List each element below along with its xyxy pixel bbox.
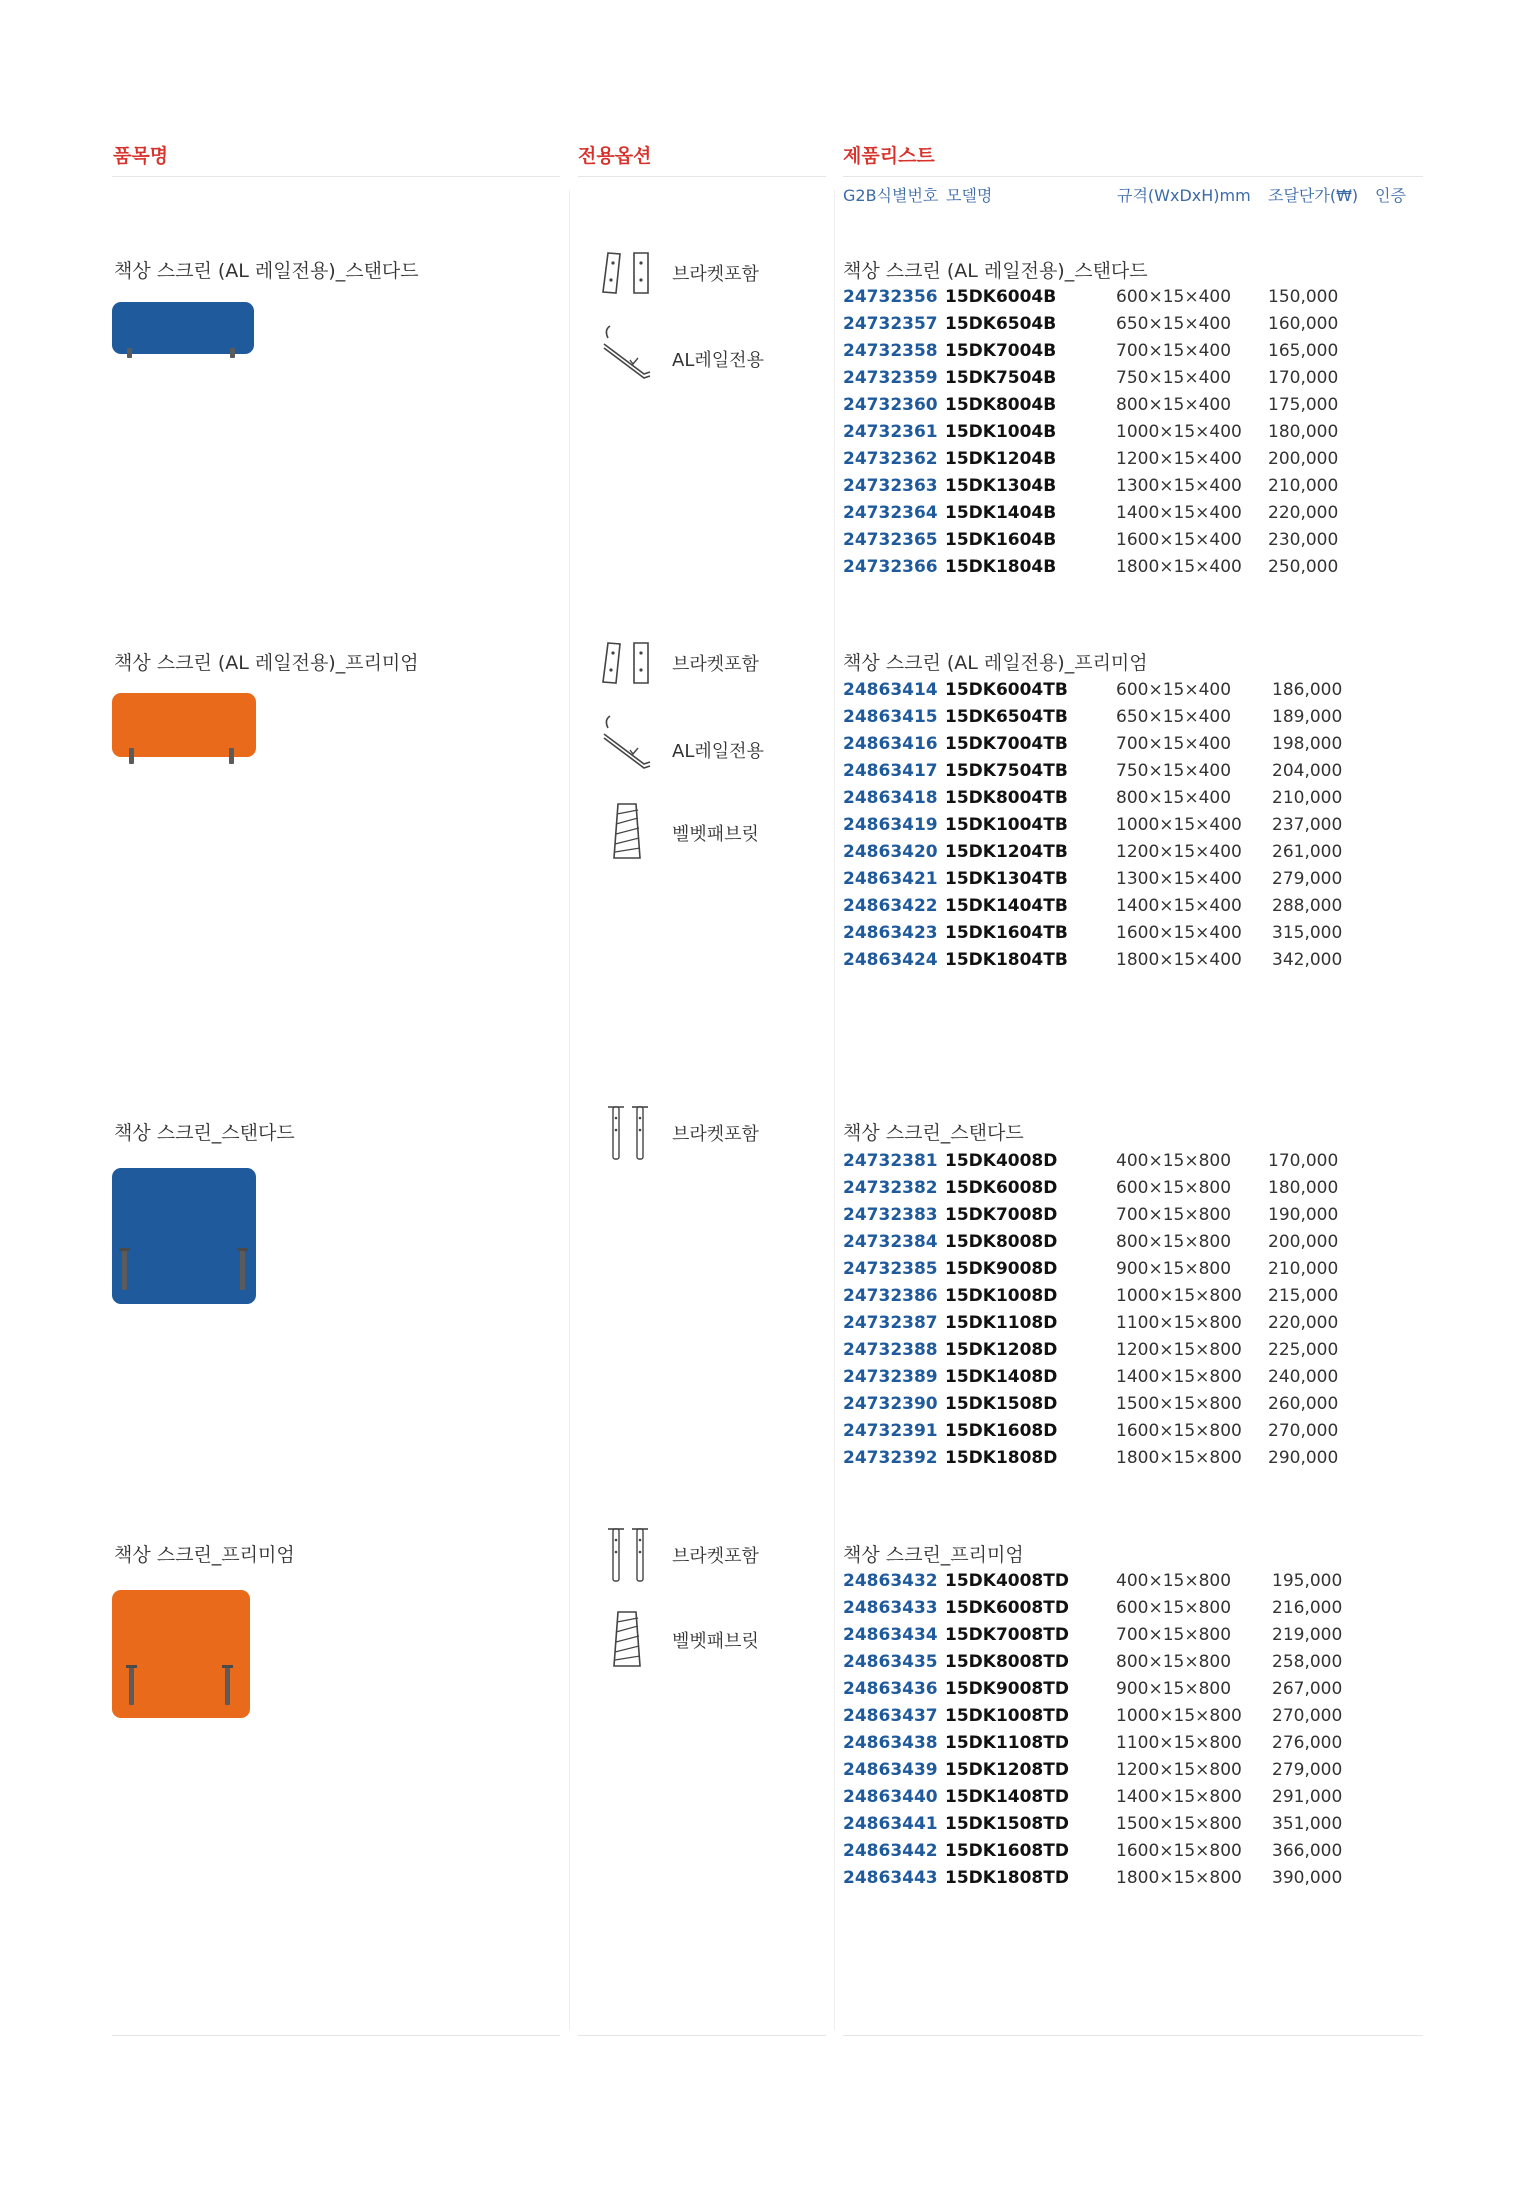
divider xyxy=(843,2035,1423,2036)
g2b-id-cell: 24863436 xyxy=(843,1679,938,1699)
price-cell: 279,000 xyxy=(1272,869,1343,889)
spec-cell: 1400×15×400 xyxy=(1116,503,1242,523)
g2b-id-cell: 24863440 xyxy=(843,1787,938,1807)
price-cell: 198,000 xyxy=(1272,734,1343,754)
model-cell: 15DK1304B xyxy=(945,476,1057,496)
g2b-id-cell: 24732385 xyxy=(843,1259,938,1279)
g2b-id-cell: 24732387 xyxy=(843,1313,938,1333)
model-cell: 15DK1808D xyxy=(945,1448,1058,1468)
price-cell: 219,000 xyxy=(1272,1625,1343,1645)
col-g2b-id: G2B식별번호 xyxy=(843,186,939,205)
spec-cell: 1100×15×800 xyxy=(1116,1733,1242,1753)
spec-cell: 1300×15×400 xyxy=(1116,476,1242,496)
price-cell: 215,000 xyxy=(1268,1286,1339,1306)
price-cell: 170,000 xyxy=(1268,1151,1339,1171)
model-cell: 15DK1404TB xyxy=(945,896,1068,916)
screen-leg xyxy=(230,348,235,358)
column-separator xyxy=(834,190,835,2030)
screen-leg xyxy=(240,1248,245,1290)
g2b-id-cell: 24732389 xyxy=(843,1367,938,1387)
price-cell: 210,000 xyxy=(1268,476,1339,496)
price-cell: 270,000 xyxy=(1272,1706,1343,1726)
g2b-id-cell: 24863420 xyxy=(843,842,938,862)
model-cell: 15DK7004B xyxy=(945,341,1057,361)
model-cell: 15DK7008D xyxy=(945,1205,1058,1225)
spec-cell: 800×15×800 xyxy=(1116,1652,1232,1672)
option-label: AL레일전용 xyxy=(672,350,764,371)
al-rail-icon xyxy=(600,714,654,774)
price-cell: 220,000 xyxy=(1268,503,1339,523)
model-cell: 15DK1408TD xyxy=(945,1787,1069,1807)
g2b-id-cell: 24863432 xyxy=(843,1571,938,1591)
screen-foot xyxy=(237,1248,248,1251)
price-cell: 270,000 xyxy=(1268,1421,1339,1441)
list-title: 책상 스크린_스탠다드 xyxy=(843,1122,1024,1144)
model-cell: 15DK1604B xyxy=(945,530,1057,550)
model-cell: 15DK6004TB xyxy=(945,680,1068,700)
model-cell: 15DK1208D xyxy=(945,1340,1058,1360)
price-cell: 195,000 xyxy=(1272,1571,1343,1591)
price-cell: 315,000 xyxy=(1272,923,1343,943)
price-cell: 200,000 xyxy=(1268,1232,1339,1252)
g2b-id-cell: 24732361 xyxy=(843,422,938,442)
spec-cell: 650×15×400 xyxy=(1116,707,1232,727)
model-cell: 15DK1808TD xyxy=(945,1868,1069,1888)
spec-cell: 1200×15×400 xyxy=(1116,842,1242,862)
screen-leg xyxy=(129,748,134,764)
model-cell: 15DK1108TD xyxy=(945,1733,1069,1753)
velvet-fabric-icon xyxy=(612,1610,642,1668)
spec-cell: 1800×15×400 xyxy=(1116,557,1242,577)
g2b-id-cell: 24732366 xyxy=(843,557,938,577)
g2b-id-cell: 24863419 xyxy=(843,815,938,835)
g2b-id-cell: 24732359 xyxy=(843,368,938,388)
spec-cell: 800×15×800 xyxy=(1116,1232,1232,1252)
model-cell: 15DK7504TB xyxy=(945,761,1068,781)
g2b-id-cell: 24732390 xyxy=(843,1394,938,1414)
model-cell: 15DK1008TD xyxy=(945,1706,1069,1726)
spec-cell: 900×15×800 xyxy=(1116,1259,1232,1279)
model-cell: 15DK1208TD xyxy=(945,1760,1069,1780)
spec-cell: 1500×15×800 xyxy=(1116,1814,1242,1834)
spec-cell: 1300×15×400 xyxy=(1116,869,1242,889)
price-cell: 186,000 xyxy=(1272,680,1343,700)
spec-cell: 800×15×400 xyxy=(1116,395,1232,415)
model-cell: 15DK6004B xyxy=(945,287,1057,307)
g2b-id-cell: 24863433 xyxy=(843,1598,938,1618)
model-cell: 15DK9008D xyxy=(945,1259,1058,1279)
spec-cell: 1100×15×800 xyxy=(1116,1313,1242,1333)
col-price: 조달단가(₩) xyxy=(1268,186,1359,205)
g2b-id-cell: 24863437 xyxy=(843,1706,938,1726)
model-cell: 15DK9008TD xyxy=(945,1679,1069,1699)
product-name: 책상 스크린 (AL 레일전용)_프리미엄 xyxy=(114,652,419,674)
spec-cell: 900×15×800 xyxy=(1116,1679,1232,1699)
model-cell: 15DK1004TB xyxy=(945,815,1068,835)
al-rail-icon xyxy=(600,324,654,384)
g2b-id-cell: 24863421 xyxy=(843,869,938,889)
screen-foot xyxy=(126,1665,137,1668)
spec-cell: 1200×15×400 xyxy=(1116,449,1242,469)
g2b-id-cell: 24863415 xyxy=(843,707,938,727)
g2b-id-cell: 24863443 xyxy=(843,1868,938,1888)
price-cell: 180,000 xyxy=(1268,422,1339,442)
spec-cell: 1800×15×800 xyxy=(1116,1448,1242,1468)
price-cell: 225,000 xyxy=(1268,1340,1339,1360)
spec-cell: 1600×15×400 xyxy=(1116,530,1242,550)
g2b-id-cell: 24863416 xyxy=(843,734,938,754)
option-label: 벨벳패브릿 xyxy=(672,824,759,845)
price-cell: 180,000 xyxy=(1268,1178,1339,1198)
option-label: 브라켓포함 xyxy=(672,1124,759,1145)
col-cert: 인증 xyxy=(1375,186,1406,205)
spec-cell: 700×15×400 xyxy=(1116,341,1232,361)
g2b-id-cell: 24863422 xyxy=(843,896,938,916)
price-cell: 216,000 xyxy=(1272,1598,1343,1618)
spec-cell: 600×15×400 xyxy=(1116,680,1232,700)
spec-cell: 750×15×400 xyxy=(1116,761,1232,781)
g2b-id-cell: 24863414 xyxy=(843,680,938,700)
model-cell: 15DK1508D xyxy=(945,1394,1058,1414)
price-cell: 200,000 xyxy=(1268,449,1339,469)
spec-cell: 1600×15×800 xyxy=(1116,1841,1242,1861)
price-cell: 260,000 xyxy=(1268,1394,1339,1414)
price-cell: 267,000 xyxy=(1272,1679,1343,1699)
price-cell: 390,000 xyxy=(1272,1868,1343,1888)
g2b-id-cell: 24863441 xyxy=(843,1814,938,1834)
price-cell: 276,000 xyxy=(1272,1733,1343,1753)
g2b-id-cell: 24863424 xyxy=(843,950,938,970)
price-cell: 279,000 xyxy=(1272,1760,1343,1780)
screen-foot xyxy=(119,1248,130,1251)
spec-cell: 400×15×800 xyxy=(1116,1571,1232,1591)
spec-cell: 600×15×800 xyxy=(1116,1178,1232,1198)
model-cell: 15DK1604TB xyxy=(945,923,1068,943)
product-name: 책상 스크린_스탠다드 xyxy=(114,1122,295,1144)
screen-leg xyxy=(225,1665,230,1705)
price-cell: 175,000 xyxy=(1268,395,1339,415)
g2b-id-cell: 24732381 xyxy=(843,1151,938,1171)
screen-leg xyxy=(129,1665,134,1705)
model-cell: 15DK7504B xyxy=(945,368,1057,388)
model-cell: 15DK1408D xyxy=(945,1367,1058,1387)
option-label: 브라켓포함 xyxy=(672,1546,759,1567)
g2b-id-cell: 24732392 xyxy=(843,1448,938,1468)
spec-cell: 1800×15×400 xyxy=(1116,950,1242,970)
spec-cell: 1400×15×400 xyxy=(1116,896,1242,916)
model-cell: 15DK1608TD xyxy=(945,1841,1069,1861)
divider xyxy=(112,176,560,177)
price-cell: 288,000 xyxy=(1272,896,1343,916)
bracket-leg-icon xyxy=(606,1104,650,1162)
screen-leg xyxy=(122,1248,127,1290)
price-cell: 160,000 xyxy=(1268,314,1339,334)
g2b-id-cell: 24863423 xyxy=(843,923,938,943)
spec-cell: 1200×15×800 xyxy=(1116,1340,1242,1360)
spec-cell: 1000×15×800 xyxy=(1116,1706,1242,1726)
g2b-id-cell: 24863418 xyxy=(843,788,938,808)
model-cell: 15DK4008TD xyxy=(945,1571,1069,1591)
price-cell: 210,000 xyxy=(1268,1259,1339,1279)
model-cell: 15DK6504B xyxy=(945,314,1057,334)
model-cell: 15DK7008TD xyxy=(945,1625,1069,1645)
g2b-id-cell: 24732382 xyxy=(843,1178,938,1198)
price-cell: 342,000 xyxy=(1272,950,1343,970)
model-cell: 15DK1204TB xyxy=(945,842,1068,862)
g2b-id-cell: 24732362 xyxy=(843,449,938,469)
price-cell: 170,000 xyxy=(1268,368,1339,388)
list-title: 책상 스크린_프리미엄 xyxy=(843,1544,1024,1566)
screen-leg xyxy=(229,748,234,764)
bracket-plate-icon xyxy=(600,640,652,686)
g2b-id-cell: 24863439 xyxy=(843,1760,938,1780)
spec-cell: 400×15×800 xyxy=(1116,1151,1232,1171)
model-cell: 15DK1204B xyxy=(945,449,1057,469)
divider xyxy=(112,2035,560,2036)
g2b-id-cell: 24732360 xyxy=(843,395,938,415)
header-product-name: 품목명 xyxy=(113,145,169,167)
model-cell: 15DK7004TB xyxy=(945,734,1068,754)
price-cell: 258,000 xyxy=(1272,1652,1343,1672)
price-cell: 165,000 xyxy=(1268,341,1339,361)
spec-cell: 1400×15×800 xyxy=(1116,1367,1242,1387)
model-cell: 15DK6008TD xyxy=(945,1598,1069,1618)
screen-panel xyxy=(112,1168,256,1304)
bracket-plate-icon xyxy=(600,250,652,296)
model-cell: 15DK1404B xyxy=(945,503,1057,523)
price-cell: 240,000 xyxy=(1268,1367,1339,1387)
spec-cell: 700×15×800 xyxy=(1116,1625,1232,1645)
spec-cell: 1600×15×800 xyxy=(1116,1421,1242,1441)
product-name: 책상 스크린 (AL 레일전용)_스탠다드 xyxy=(114,260,419,282)
model-cell: 15DK6504TB xyxy=(945,707,1068,727)
price-cell: 230,000 xyxy=(1268,530,1339,550)
price-cell: 250,000 xyxy=(1268,557,1339,577)
price-cell: 189,000 xyxy=(1272,707,1343,727)
product-name: 책상 스크린_프리미엄 xyxy=(114,1544,295,1566)
spec-cell: 700×15×400 xyxy=(1116,734,1232,754)
model-cell: 15DK1004B xyxy=(945,422,1057,442)
spec-cell: 650×15×400 xyxy=(1116,314,1232,334)
model-cell: 15DK8004TB xyxy=(945,788,1068,808)
spec-cell: 800×15×400 xyxy=(1116,788,1232,808)
g2b-id-cell: 24863417 xyxy=(843,761,938,781)
option-label: 벨벳패브릿 xyxy=(672,1631,759,1652)
model-cell: 15DK6008D xyxy=(945,1178,1058,1198)
g2b-id-cell: 24732388 xyxy=(843,1340,938,1360)
bracket-leg-icon xyxy=(606,1526,650,1584)
price-cell: 210,000 xyxy=(1272,788,1343,808)
velvet-fabric-icon xyxy=(612,802,642,860)
g2b-id-cell: 24732358 xyxy=(843,341,938,361)
spec-cell: 600×15×400 xyxy=(1116,287,1232,307)
price-cell: 204,000 xyxy=(1272,761,1343,781)
list-title: 책상 스크린 (AL 레일전용)_프리미엄 xyxy=(843,652,1148,674)
model-cell: 15DK1008D xyxy=(945,1286,1058,1306)
model-cell: 15DK8004B xyxy=(945,395,1057,415)
model-cell: 15DK1304TB xyxy=(945,869,1068,889)
model-cell: 15DK1508TD xyxy=(945,1814,1069,1834)
g2b-id-cell: 24732363 xyxy=(843,476,938,496)
model-cell: 15DK8008TD xyxy=(945,1652,1069,1672)
g2b-id-cell: 24732391 xyxy=(843,1421,938,1441)
price-cell: 190,000 xyxy=(1268,1205,1339,1225)
g2b-id-cell: 24732383 xyxy=(843,1205,938,1225)
column-separator xyxy=(569,190,570,2030)
g2b-id-cell: 24732386 xyxy=(843,1286,938,1306)
spec-cell: 1400×15×800 xyxy=(1116,1787,1242,1807)
price-cell: 261,000 xyxy=(1272,842,1343,862)
g2b-id-cell: 24732356 xyxy=(843,287,938,307)
price-cell: 291,000 xyxy=(1272,1787,1343,1807)
g2b-id-cell: 24732357 xyxy=(843,314,938,334)
g2b-id-cell: 24732384 xyxy=(843,1232,938,1252)
price-cell: 366,000 xyxy=(1272,1841,1343,1861)
g2b-id-cell: 24863435 xyxy=(843,1652,938,1672)
divider xyxy=(843,176,1423,177)
price-cell: 220,000 xyxy=(1268,1313,1339,1333)
option-label: AL레일전용 xyxy=(672,741,764,762)
spec-cell: 750×15×400 xyxy=(1116,368,1232,388)
spec-cell: 1600×15×400 xyxy=(1116,923,1242,943)
price-cell: 290,000 xyxy=(1268,1448,1339,1468)
screen-leg xyxy=(127,348,132,358)
g2b-id-cell: 24732365 xyxy=(843,530,938,550)
g2b-id-cell: 24732364 xyxy=(843,503,938,523)
model-cell: 15DK1108D xyxy=(945,1313,1058,1333)
list-title: 책상 스크린 (AL 레일전용)_스탠다드 xyxy=(843,260,1148,282)
spec-cell: 1000×15×800 xyxy=(1116,1286,1242,1306)
spec-cell: 1200×15×800 xyxy=(1116,1760,1242,1780)
spec-cell: 700×15×800 xyxy=(1116,1205,1232,1225)
col-model: 모델명 xyxy=(946,186,993,205)
option-label: 브라켓포함 xyxy=(672,264,759,285)
divider xyxy=(578,2035,826,2036)
spec-cell: 1800×15×800 xyxy=(1116,1868,1242,1888)
spec-cell: 1500×15×800 xyxy=(1116,1394,1242,1414)
divider xyxy=(578,176,826,177)
spec-cell: 1000×15×400 xyxy=(1116,422,1242,442)
price-cell: 237,000 xyxy=(1272,815,1343,835)
spec-cell: 600×15×800 xyxy=(1116,1598,1232,1618)
screen-panel xyxy=(112,302,254,354)
model-cell: 15DK1608D xyxy=(945,1421,1058,1441)
option-label: 브라켓포함 xyxy=(672,654,759,675)
screen-foot xyxy=(222,1665,233,1668)
price-cell: 351,000 xyxy=(1272,1814,1343,1834)
g2b-id-cell: 24863434 xyxy=(843,1625,938,1645)
spec-cell: 1000×15×400 xyxy=(1116,815,1242,835)
model-cell: 15DK4008D xyxy=(945,1151,1058,1171)
model-cell: 15DK8008D xyxy=(945,1232,1058,1252)
model-cell: 15DK1804B xyxy=(945,557,1057,577)
g2b-id-cell: 24863438 xyxy=(843,1733,938,1753)
price-cell: 150,000 xyxy=(1268,287,1339,307)
header-product-list: 제품리스트 xyxy=(843,145,935,167)
g2b-id-cell: 24863442 xyxy=(843,1841,938,1861)
col-spec: 규격(WxDxH)mm xyxy=(1117,186,1251,205)
header-options: 전용옵션 xyxy=(578,145,652,167)
model-cell: 15DK1804TB xyxy=(945,950,1068,970)
